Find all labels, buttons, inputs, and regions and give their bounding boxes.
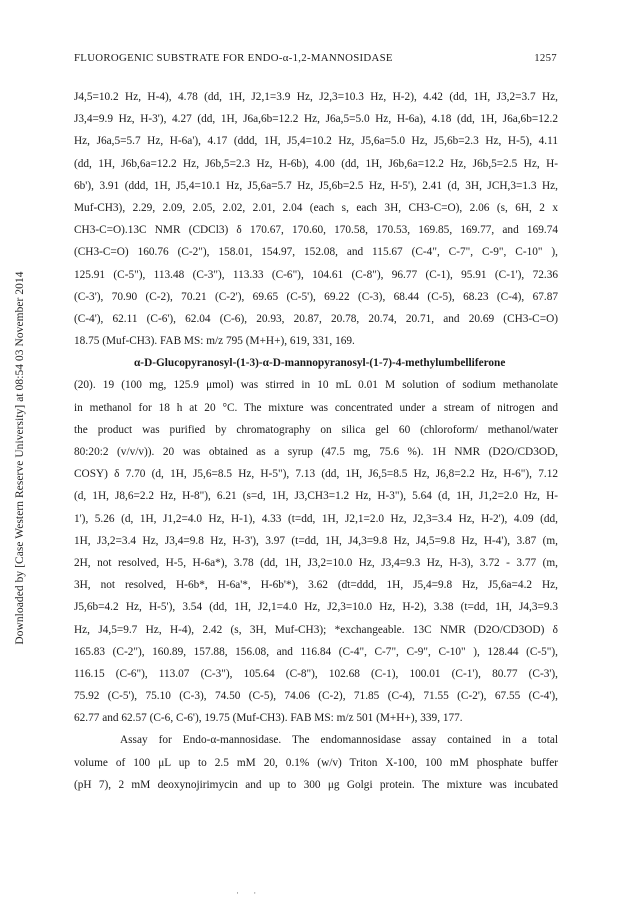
text-line: Muf-CH3), 2.29, 2.09, 2.05, 2.02, 2.01, 2.04 (each s, each 3H, CH3-C=O), 2.06 (s, 6H, 2 x xyxy=(74,201,558,214)
running-title: FLUOROGENIC SUBSTRATE FOR ENDO-α-1,2-MANNOSIDASE xyxy=(74,52,393,64)
text-line: J3,4=9.9 Hz, H-3'), 4.27 (dd, 1H, J6a,6b=12.2 Hz, J6a,5=5.0 Hz, H-6a), 4.18 (dd, 1H, J6a,6b=12.2 xyxy=(74,113,558,126)
text-line: 80:20:2 (v/v/v)). 20 was obtained as a syrup (47.5 mg, 75.6 %). 1H NMR (D2O/CD3OD, xyxy=(74,446,558,458)
text-line: (d, 1H, J8,6=2.2 Hz, H-8"), 6.21 (s=d, 1H, J3,CH3=1.2 Hz, H-3"), 5.64 (d, 1H, J1,2=2.0 Hz, H- xyxy=(74,490,558,503)
text-line: 1H, J3,2=3.4 Hz, J3,4=9.8 Hz, H-3'), 3.97 (t=dd, 1H, J4,3=9.8 Hz, J4,5=9.8 Hz, H-4'), 3.87 (m, xyxy=(74,534,558,547)
text-line: (C-3'), 70.90 (C-2), 70.21 (C-2'), 69.65 (C-5'), 69.22 (C-3), 68.44 (C-5), 68.23 (C-4), 67.87 xyxy=(74,290,558,303)
text-line: in methanol for 18 h at 20 °C. The mixture was concentrated under a stream of nitrogen and xyxy=(74,401,558,414)
text-line: Hz, J6a,5=5.7 Hz, H-6a'), 4.17 (ddd, 1H, J5,4=10.2 Hz, J5,6a=5.0 Hz, J5,6b=2.3 Hz, H-5), 4.11 xyxy=(74,135,558,148)
text-line: (C-4'), 62.11 (C-6'), 62.04 (C-6), 20.93, 20.87, 20.78, 20.74, 20.71, and 20.69 (CH3-C=O) xyxy=(74,312,558,325)
download-watermark xyxy=(0,0,40,915)
text-line: (20). 19 (100 mg, 125.9 μmol) was stirred in 10 mL 0.01 M solution of sodium methanolate xyxy=(74,379,558,392)
text-line: CH3-C=O).13C NMR (CDCl3) δ 170.67, 170.60, 170.58, 170.53, 169.85, 169.77, and 169.74 xyxy=(74,224,558,237)
scan-artifact: · · xyxy=(236,888,263,898)
text-line: 62.77 and 62.57 (C-6, C-6'), 19.75 (Muf-CH3). FAB MS: m/z 501 (M+H+), 339, 177. xyxy=(74,712,463,725)
text-line: 116.15 (C-6"), 113.07 (C-3"), 105.64 (C-8"), 102.68 (C-1), 100.01 (C-1'), 80.77 (C-3'), xyxy=(74,667,558,680)
text-line: (dd, 1H, J6b,6a=12.2 Hz, J6b,5=2.3 Hz, H-6b), 4.00 (dd, 1H, J6b,6a=12.2 Hz, J6b,5=2.5 Hz, H- xyxy=(74,157,558,170)
text-line: 2H, not resolved, H-5, H-6a*), 3.78 (dd, 1H, J3,2=10.0 Hz, J3,4=9.3 Hz, H-3), 3.72 - 3.77 (m, xyxy=(74,556,558,569)
text-line: COSY) δ 7.70 (d, 1H, J5,6=8.5 Hz, H-5"), 7.13 (dd, 1H, J6,5=8.5 Hz, J6,8=2.2 Hz, H-6"), 7.12 xyxy=(74,468,558,481)
text-line: 3H, not resolved, H-6b*, H-6a'*, H-6b'*), 3.62 (dt=ddd, 1H, J5,4=9.8 Hz, J5,6a=4.2 Hz, xyxy=(74,579,558,592)
article-body xyxy=(74,86,558,796)
section-heading-compound-20: α-D-Glucopyranosyl-(1-3)-α-D-mannopyranosyl-(1-7)-4-methylumbelliferone xyxy=(134,357,506,370)
assay-paragraph-start: Assay for Endo-α-mannosidase. The endomannosidase assay contained in a total xyxy=(120,734,558,747)
text-line: 165.83 (C-2"), 160.89, 157.88, 156.08, and 116.84 (C-4", C-7", C-9", C-10" ), 128.44 (C-5"), xyxy=(74,645,558,658)
download-watermark-text: Downloaded by [Case Western Reserve University] at 08:54 03 November 2014 xyxy=(14,271,26,645)
text-line: 1'), 5.26 (d, 1H, J1,2=4.0 Hz, H-1), 4.33 (t=dd, 1H, J2,1=2.0 Hz, J2,3=3.4 Hz, H-2'), 4.09 (dd, xyxy=(74,512,558,525)
text-line: Hz, J4,5=9.7 Hz, H-4), 2.42 (s, 3H, Muf-CH3); *exchangeable. 13C NMR (D2O/CD3OD) δ xyxy=(74,623,558,636)
page-number: 1257 xyxy=(534,52,557,64)
text-line: 18.75 (Muf-CH3). FAB MS: m/z 795 (M+H+), 619, 331, 169. xyxy=(74,335,355,348)
text-line: (pH 7), 2 mM deoxynojirimycin and up to 300 μg Golgi protein. The mixture was incubated xyxy=(74,778,558,791)
running-header xyxy=(74,52,557,68)
text-line: J5,6b=4.2 Hz, H-5'), 3.54 (dd, 1H, J2,1=4.0 Hz, J2,3=10.0 Hz, H-2), 3.38 (t=dd, 1H, J4,3=9.3 xyxy=(74,601,558,614)
text-line: volume of 100 μL up to 2.5 mM 20, 0.1% (w/v) Triton X-100, 100 mM phosphate buffer xyxy=(74,756,558,769)
text-line: 6b'), 3.91 (ddd, 1H, J5,4=10.1 Hz, J5,6a=5.7 Hz, J5,6b=2.5 Hz, H-5'), 2.41 (d, 3H, JCH,3=1.3 Hz, xyxy=(74,179,558,192)
text-line: the product was purified by chromatography on silica gel 60 (chloroform/ methanol/water xyxy=(74,423,558,436)
text-line: (CH3-C=O) 160.76 (C-2"), 158.01, 154.97, 152.08, and 115.67 (C-4", C-7", C-9", C-10" ), xyxy=(74,246,558,259)
text-line: 75.92 (C-5'), 75.10 (C-3), 74.50 (C-5), 74.06 (C-2), 71.85 (C-4), 71.55 (C-2'), 67.55 (C-4'), xyxy=(74,690,558,703)
text-line: 125.91 (C-5"), 113.48 (C-3"), 113.33 (C-6"), 104.61 (C-8"), 96.77 (C-1), 95.91 (C-1'), 72.36 xyxy=(74,268,558,281)
text-line: J4,5=10.2 Hz, H-4), 4.78 (dd, 1H, J2,1=3.9 Hz, J2,3=10.3 Hz, H-2), 4.42 (dd, 1H, J3,2=3.7 Hz, xyxy=(74,91,558,103)
